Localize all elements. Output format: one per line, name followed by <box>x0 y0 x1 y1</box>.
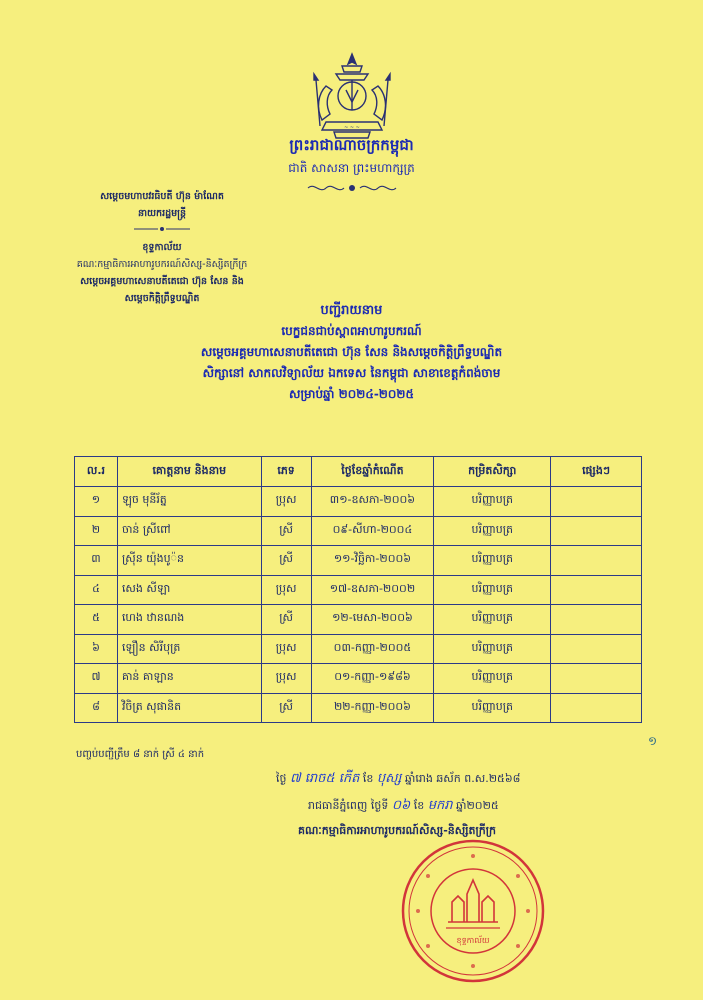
student-sex: ស្រី <box>261 605 311 635</box>
document-title: បញ្ជីរាយនាម <box>320 303 383 318</box>
table-row <box>75 546 642 576</box>
student-sex: ប្រុស <box>261 664 311 694</box>
committee-line: គណៈកម្មាធិការអាហារូបករណ៍សិស្ស-និស្សិតក្រីក្រ <box>76 259 248 270</box>
student-other <box>551 546 642 576</box>
student-sex: ស្រី <box>261 516 311 546</box>
student-birthdate: ៣១-ឧសភា-២០០៦ <box>311 487 434 517</box>
authority-name: សម្តេចមហាបវរធិបតី ហ៊ុន ម៉ាណែត <box>100 191 224 202</box>
student-sex: ប្រុស <box>261 487 311 517</box>
row-number: ៤ <box>75 575 118 605</box>
authority-title: នាយករដ្ឋមន្ត្រី <box>137 208 187 219</box>
header-birthdate: ថ្ងៃខែឆ្នាំកំណើត <box>311 457 434 487</box>
student-other <box>551 516 642 546</box>
header-sex: ភេទ <box>261 457 311 487</box>
document-title-block <box>0 300 703 405</box>
title-line-2: បេក្ខជនជាប់ស្ពាពអាហារូបករណ៍ <box>281 324 422 338</box>
solar-day-handwritten: ០៦ <box>391 798 411 813</box>
student-education: បរិញ្ញាបត្រ <box>434 516 551 546</box>
row-number: ៦ <box>75 634 118 664</box>
table-header-row <box>75 457 642 487</box>
student-name: ហេង ឋានណង <box>117 605 261 635</box>
student-name: ស្រ៊ីន យ៉ុងបូ៉ន <box>117 546 261 576</box>
student-education: បរិញ្ញាបត្រ <box>434 693 551 723</box>
student-other <box>551 664 642 694</box>
lunar-suffix: ឆ្នាំរោង ឆស័ក ព.ស.២៥៦៨ <box>404 772 521 785</box>
student-education: បរិញ្ញាបត្រ <box>434 634 551 664</box>
student-birthdate: ២២-កញ្ញា-២០០៦ <box>311 693 434 723</box>
student-name: គាន់ គាឡាន <box>117 664 261 694</box>
student-birthdate: ១១-វិច្ឆិកា-២០០៦ <box>311 546 434 576</box>
student-education: បរិញ្ញាបត្រ <box>434 575 551 605</box>
sponsor-line-1: សម្តេចអគ្គមហាសេនាបតីតេជោ ហ៊ុន សែន និង <box>80 276 244 287</box>
student-other <box>551 575 642 605</box>
student-education: បរិញ្ញាបត្រ <box>434 487 551 517</box>
row-number: ២ <box>75 516 118 546</box>
seal-label: ខុទ្ទកាល័យ <box>456 936 490 945</box>
solar-month-label: ខែ <box>413 799 425 812</box>
table-row <box>75 516 642 546</box>
national-motto: ជាតិ សាសនា ព្រះមហាក្សត្រ <box>288 161 415 175</box>
solar-suffix: ឆ្នាំ២០២៥ <box>455 799 499 812</box>
student-name: ឡឿន សិរីបុត្រ <box>117 634 261 664</box>
small-ornament-icon <box>132 225 192 233</box>
title-line-5: សម្រាប់ឆ្នាំ ២០២៤-២០២៥ <box>289 387 414 401</box>
royal-emblem-icon <box>296 50 408 146</box>
lunar-date-line <box>276 770 520 789</box>
row-number: ៧ <box>75 664 118 694</box>
student-other <box>551 634 642 664</box>
header-number: ល.រ <box>75 457 118 487</box>
student-education: បរិញ្ញាបត្រ <box>434 546 551 576</box>
student-sex: ប្រុស <box>261 575 311 605</box>
student-sex: ស្រី <box>261 693 311 723</box>
table-row <box>75 634 642 664</box>
lunar-month-handwritten: បុស្ស <box>376 771 402 786</box>
title-line-3: សម្តេចអគ្គមហាសេនាបតីតេជោ ហ៊ុន សែន និងសម្តេចកិត្តិព្រឹទ្ធបណ្ឌិត <box>200 345 503 359</box>
student-list-table <box>74 456 642 723</box>
student-sex: ប្រុស <box>261 634 311 664</box>
lunar-day-handwritten: ៧ រោច៥ កើត <box>289 771 360 786</box>
student-birthdate: ១២-មេសា-២០០៦ <box>311 605 434 635</box>
kingdom-heading: ព្រះរាជាណាចក្រកម្ពុជា <box>289 136 414 154</box>
table-row <box>75 487 642 517</box>
list-summary: បញ្ចប់បញ្ជីត្រឹម ៨ នាក់ ស្រី ៤ នាក់ <box>76 749 205 760</box>
student-name: សេង សីឡា <box>117 575 261 605</box>
row-number: ៣ <box>75 546 118 576</box>
header-other: ផ្សេងៗ <box>551 457 642 487</box>
issuing-authority-block <box>62 188 262 307</box>
student-birthdate: ០១-កញ្ញា-១៩៨៦ <box>311 664 434 694</box>
solar-month-handwritten: មករា <box>427 798 453 813</box>
student-other <box>551 487 642 517</box>
student-birthdate: ០៩-សីហា-២០០៤ <box>311 516 434 546</box>
student-name: វិចិត្រ សុផានិត <box>117 693 261 723</box>
table-row <box>75 605 642 635</box>
student-education: បរិញ្ញាបត្រ <box>434 664 551 694</box>
sponsor-line-2: សម្តេចកិត្តិព្រឹទ្ធបណ្ឌិត <box>124 293 200 304</box>
official-seal-icon <box>398 836 548 986</box>
student-sex: ស្រី <box>261 546 311 576</box>
lunar-prefix: ថ្ងៃ <box>276 772 287 785</box>
student-birthdate: ០៣-កញ្ញា-២០០៥ <box>311 634 434 664</box>
committee-signature-title: គណៈកម្មាធិការអាហារូបករណ៍សិស្ស-និស្សិតក្រីក្រ <box>298 824 497 837</box>
solar-date-line <box>308 797 499 816</box>
title-line-4: សិក្សានៅ សាកលវិទ្យាល័យ ឯកទេស នៃកម្ពុជា សាខាខេត្តកំពង់ចាម <box>202 366 501 380</box>
student-birthdate: ១៧-ឧសភា-២០០២ <box>311 575 434 605</box>
student-other <box>551 605 642 635</box>
student-name: ចាន់ ស្រីពៅ <box>117 516 261 546</box>
header-education: កម្រិតសិក្សា <box>434 457 551 487</box>
student-name: ឡុច មុនីរ័ត្ន <box>117 487 261 517</box>
ornament-divider-icon <box>304 182 400 194</box>
table-row <box>75 664 642 694</box>
row-number: ៨ <box>75 693 118 723</box>
margin-mark: ១ <box>648 734 658 748</box>
solar-prefix: រាជធានីភ្នំពេញ ថ្ងៃទី <box>308 799 389 812</box>
table-row <box>75 575 642 605</box>
svg-text:~ ~ ~: ~ ~ ~ <box>344 125 360 131</box>
header-name: គោត្តនាម និងនាម <box>117 457 261 487</box>
row-number: ១ <box>75 487 118 517</box>
student-education: បរិញ្ញាបត្រ <box>434 605 551 635</box>
lunar-month-label: ខែ <box>362 772 374 785</box>
table-row <box>75 693 642 723</box>
student-other <box>551 693 642 723</box>
row-number: ៥ <box>75 605 118 635</box>
cabinet-label: ខុទ្ទកាល័យ <box>142 242 182 253</box>
